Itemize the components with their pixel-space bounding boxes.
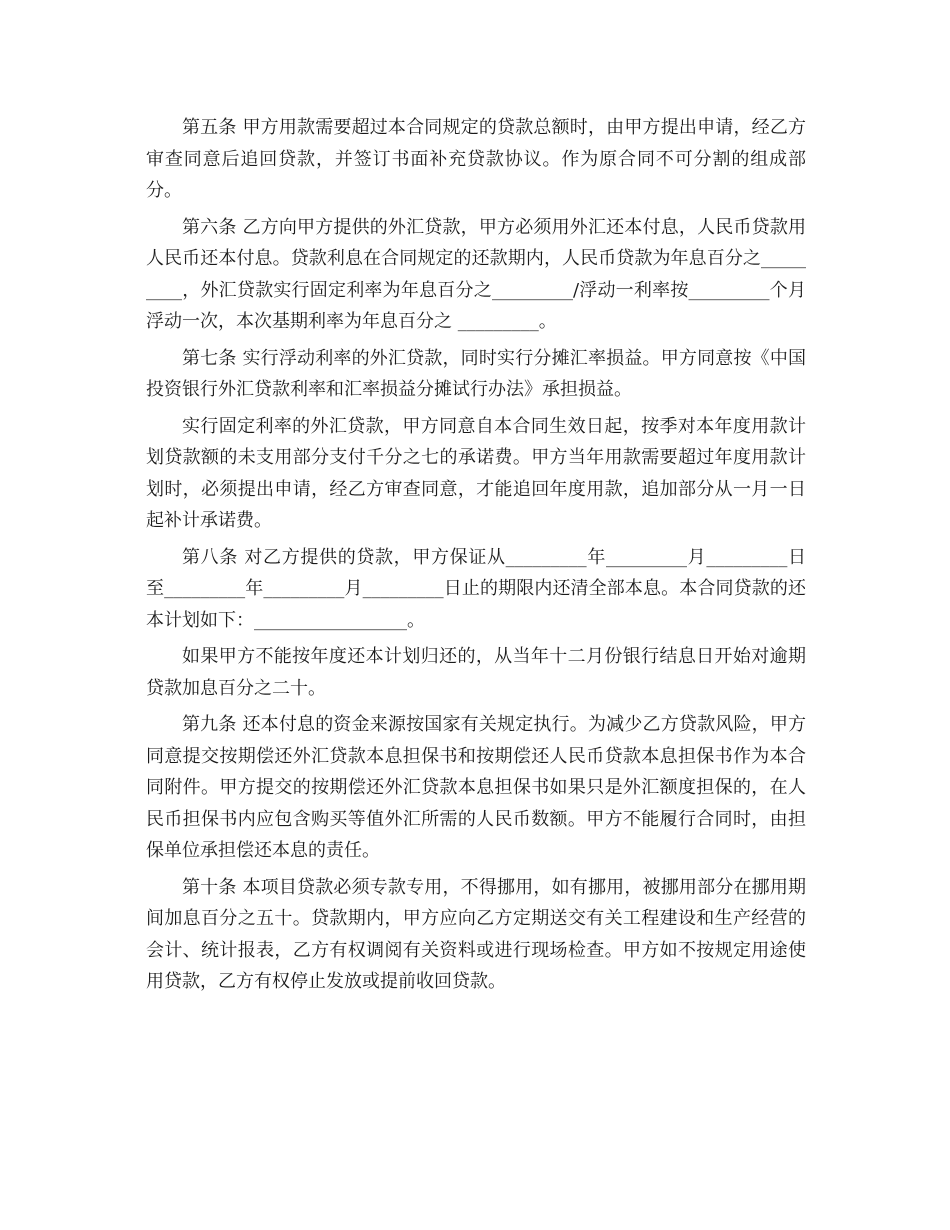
- document-body: [146, 112, 806, 1003]
- fixed-rate-paragraph: 实行固定利率的外汇贷款，甲方同意自本合同生效日起，按季对本年度用款计划贷款额的未支用部分支付千分之七的承诺费。甲方当年用款需要超过年度用款计划时，必须提出申请，经乙方审查同意，才能追回年度用款，追加部分从一月一日起补计承诺费。: [146, 415, 806, 531]
- article-9-paragraph: 第九条 还本付息的资金来源按国家有关规定执行。为减少乙方贷款风险，甲方同意提交按期偿还外汇贷款本息担保书和按期偿还人民币贷款本息担保书作为本合同附件。甲方提交的按期偿还外汇贷款本息担保书如果只是外汇额度担保的，在人民币担保书内应包含购买等值外汇所需的人民币数额。甲方不能履行合同时，由担保单位承担偿还本息的责任。: [146, 714, 806, 861]
- article-6-paragraph: 第六条 乙方向甲方提供的外汇贷款，甲方必须用外汇还本付息，人民币贷款用人民币还本付息。贷款利息在合同规定的还款期内，人民币贷款为年息百分之_________，外汇贷款实行固定利率为年息百分之_________/浮动一利率按_________个月浮动一次，本次基期利率为年息百分之 _________。: [146, 216, 806, 332]
- article-10-paragraph: 第十条 本项目贷款必须专款专用，不得挪用，如有挪用，被挪用部分在挪用期间加息百分之五十。贷款期内，甲方应向乙方定期送交有关工程建设和生产经营的会计、统计报表，乙方有权调阅有关资料或进行现场检查。甲方如不按规定用途使用贷款，乙方有权停止发放或提前收回贷款。: [146, 876, 806, 992]
- article-5-paragraph: 第五条 甲方用款需要超过本合同规定的贷款总额时，由甲方提出申请，经乙方审查同意后追回贷款，并签订书面补充贷款协议。作为原合同不可分割的组成部分。: [146, 117, 806, 201]
- article-8-paragraph: 第八条 对乙方提供的贷款，甲方保证从_________年_________月_________日至_________年_________月_________日止的期限内还清全部本息。本合同贷款的还本计划如下：_________________。: [146, 546, 806, 631]
- article-7-paragraph: 第七条 实行浮动利率的外汇贷款，同时实行分摊汇率损益。甲方同意按《中国投资银行外汇贷款利率和汇率损益分摊试行办法》承担损益。: [146, 347, 806, 400]
- overdue-interest-paragraph: 如果甲方不能按年度还本计划归还的，从当年十二月份银行结息日开始对逾期贷款加息百分之二十。: [146, 646, 806, 699]
